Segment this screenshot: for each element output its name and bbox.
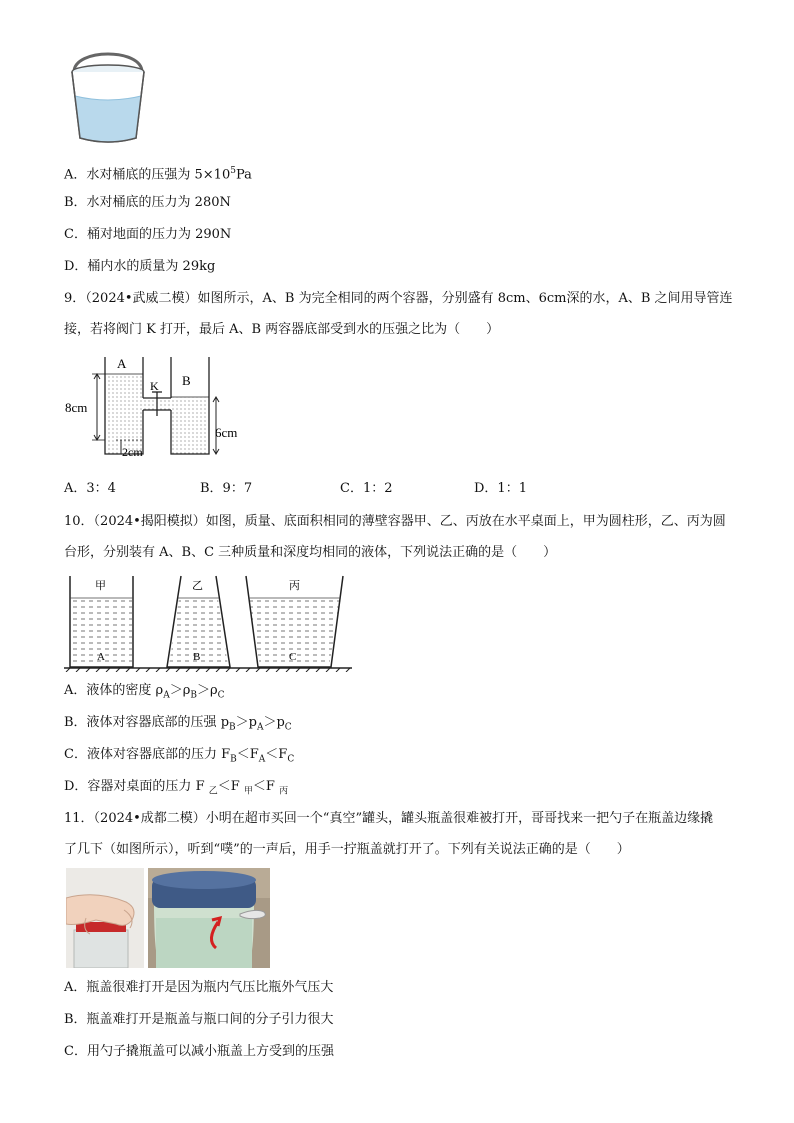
q9-option-a: A．3：4 bbox=[64, 481, 116, 496]
dim-6cm: 6cm bbox=[215, 425, 238, 440]
q9-option-b: B．9：7 bbox=[200, 481, 253, 496]
q10-option-a: A．液体的密度 $\rho_A>\rho_B>\rho_C$ bbox=[64, 683, 225, 701]
q8-option-c: C．桶对地面的压力为 290N bbox=[64, 227, 232, 242]
q11-stem-line2: 了几下（如图所示），听到“噗”的一声后，用手一拧瓶盖就打开了。下列有关说法正确的是（ ） bbox=[64, 842, 630, 857]
q10-stem-line1: 10．（2024•揭阳模拟）如图，质量、底面积相同的薄壁容器甲、乙、丙放在水平桌面上，甲为圆柱形，乙、丙为圆 bbox=[64, 514, 726, 529]
label-a: A bbox=[117, 356, 127, 371]
label-jia: 甲 bbox=[95, 579, 106, 592]
liquid-a: A bbox=[97, 651, 105, 663]
q11-option-c: C．用勺子撬瓶盖可以减小瓶盖上方受到的压强 bbox=[64, 1044, 334, 1059]
q10-stem-line2: 台形，分别装有 A、B、C 三种质量和深度均相同的液体，下列说法正确的是（ ） bbox=[64, 545, 557, 560]
three-containers-figure bbox=[64, 574, 354, 672]
connected-containers-figure bbox=[64, 352, 254, 464]
q9-stem-line2: 接，若将阀门 K 打开，最后 A、B 两容器底部受到水的压强之比为（ ） bbox=[64, 322, 500, 337]
q10-option-c: C．液体对容器底部的压力 $F_B<F_A<F_C$ bbox=[64, 747, 295, 765]
q10-option-d: D．容器对桌面的压力 F $_乙$＜F $_甲$＜F $_丙$ bbox=[64, 779, 289, 797]
q9-option-c: C．1：2 bbox=[340, 481, 393, 496]
q11-stem-line1: 11．（2024•成都二模）小明在超市买回一个“真空”罐头，罐头瓶盖很难被打开，哥哥找来一把勺子在瓶盖边缘撬 bbox=[64, 811, 714, 826]
q9-stem-line1: 9．（2024•武威二模）如图所示，A、B 为完全相同的两个容器，分别盛有 8cm、6cm深的水，A、B 之间用导管连 bbox=[64, 291, 733, 306]
q9-option-d: D．1：1 bbox=[474, 481, 527, 496]
label-yi: 乙 bbox=[192, 579, 203, 592]
q11-option-a: A．瓶盖很难打开是因为瓶内气压比瓶外气压大 bbox=[64, 980, 334, 995]
jar-spoon-photo bbox=[148, 868, 270, 968]
dim-8cm: 8cm bbox=[65, 400, 88, 415]
liquid-b: B bbox=[193, 651, 201, 663]
q8-option-d: D．桶内水的质量为 29kg bbox=[64, 259, 216, 274]
q10-option-b: B．液体对容器底部的压强 $p_B>p_A>p_C$ bbox=[64, 715, 292, 733]
liquid-c: C bbox=[289, 651, 297, 663]
bucket-figure bbox=[66, 50, 152, 150]
q8-option-b: B．水对桶底的压力为 280N bbox=[64, 195, 231, 210]
q8-option-a: A．水对桶底的压强为 $5\times 10^5Pa$ bbox=[64, 166, 252, 183]
label-k: K bbox=[150, 379, 159, 393]
jar-hand-photo bbox=[66, 868, 144, 968]
dim-2cm: 2cm bbox=[122, 445, 143, 459]
label-bing: 丙 bbox=[289, 579, 300, 592]
label-b: B bbox=[182, 373, 191, 388]
q11-option-b: B．瓶盖难打开是瓶盖与瓶口间的分子引力很大 bbox=[64, 1012, 334, 1027]
